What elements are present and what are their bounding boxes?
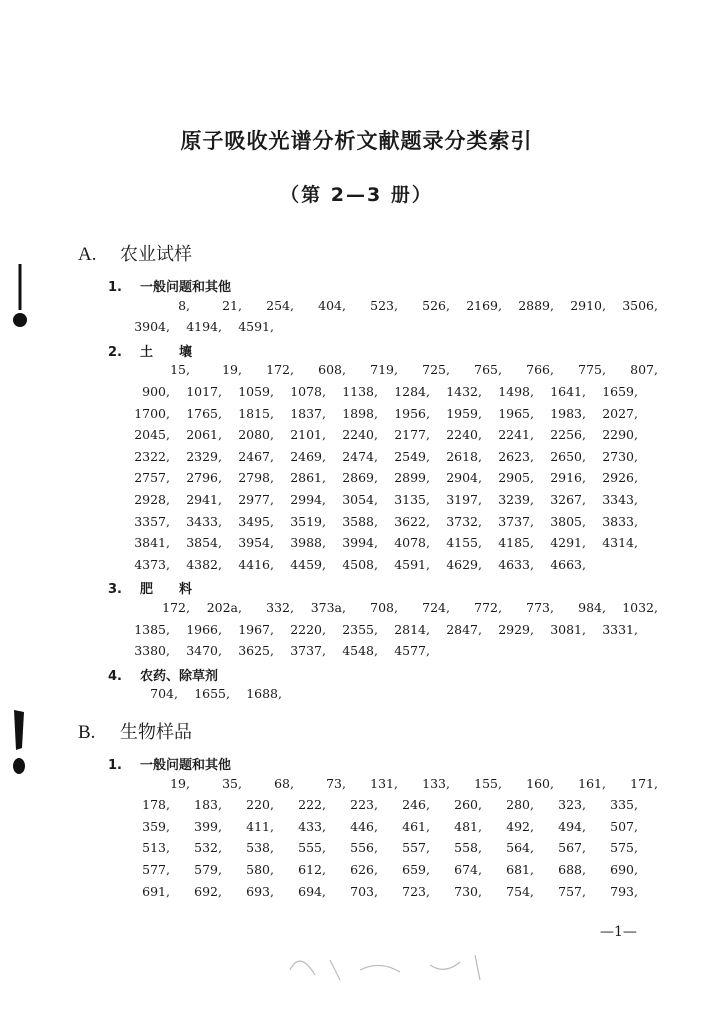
index-entry: 694,: [298, 883, 326, 899]
index-entry: 3433,: [186, 513, 222, 529]
index-entry: 178,: [142, 797, 170, 813]
index-entry: 532,: [194, 840, 222, 856]
index-entry: 1700,: [134, 405, 170, 421]
section-heading: [78, 718, 192, 744]
index-entry: 2941,: [186, 492, 222, 507]
index-entry: 3833,: [602, 513, 638, 529]
index-entry: 4508,: [342, 556, 378, 572]
index-entry: 323,: [558, 797, 586, 813]
index-entry: 2549,: [394, 448, 430, 464]
binding-mark-bottom: [8, 708, 30, 780]
index-entry: 2928,: [134, 492, 170, 507]
index-entry: 807,: [630, 362, 658, 378]
index-entry: 626,: [350, 862, 378, 877]
index-row: [112, 535, 638, 555]
index-entry: 724,: [422, 600, 450, 615]
index-entry: 723,: [402, 883, 430, 899]
index-entry: 19,: [222, 362, 242, 378]
index-row: [112, 621, 638, 642]
index-entry: 3331,: [602, 621, 638, 637]
index-entry: 3841,: [134, 535, 170, 551]
index-entry: 690,: [610, 862, 638, 877]
page-title: 原子吸收光谱分析文献题录分类索引: [180, 129, 533, 153]
section-name: 农业试样: [120, 244, 192, 265]
index-entry: 3343,: [602, 492, 638, 507]
index-entry: 160,: [526, 775, 554, 791]
page-number: —1—: [600, 924, 637, 940]
subsection-heading: [108, 665, 218, 684]
index-entry: 2757,: [134, 470, 170, 486]
index-entry: 4548,: [342, 643, 378, 659]
index-entry: 2905,: [498, 470, 534, 486]
index-entry: 4591,: [238, 319, 274, 335]
index-row: [120, 686, 640, 706]
index-entry: 280,: [506, 797, 534, 813]
index-entry: 703,: [350, 883, 378, 899]
subsection-name: 肥 料: [140, 582, 193, 598]
index-entry: 3737,: [498, 513, 534, 529]
subsection-number: 4.: [108, 668, 122, 684]
index-entry: 693,: [246, 883, 274, 899]
binding-mark-top: [10, 262, 30, 332]
index-entry: 1284,: [394, 384, 430, 399]
index-entry: 2904,: [446, 470, 482, 486]
index-entry: 3854,: [186, 535, 222, 551]
index-entry: 681,: [506, 862, 534, 877]
index-entry: 332,: [266, 600, 294, 615]
index-entry: 2730,: [602, 448, 638, 464]
index-entry: 775,: [578, 362, 606, 378]
index-entry: 494,: [558, 818, 586, 834]
subsection-number: 3.: [108, 582, 122, 598]
index-entry: 481,: [454, 818, 482, 834]
index-row: [112, 427, 638, 447]
index-entry: 68,: [274, 775, 294, 791]
index-entry: 1078,: [290, 384, 326, 399]
index-entry: 3622,: [394, 513, 430, 529]
index-entry: 1956,: [394, 405, 430, 421]
index-entry: 2061,: [186, 427, 222, 443]
index-entry: 223,: [350, 797, 378, 813]
index-entry: 2889,: [518, 297, 554, 313]
subsection-heading: [108, 276, 231, 295]
index-entry: 3506,: [622, 297, 658, 313]
index-entry: 2977,: [238, 492, 274, 507]
index-entry: 538,: [246, 840, 274, 856]
index-entry: 1432,: [446, 384, 482, 399]
index-entry: 3380,: [134, 643, 170, 659]
index-entry: 2929,: [498, 621, 534, 637]
index-row: [112, 448, 638, 469]
page-subtitle: （第 2—3 册）: [280, 184, 433, 206]
index-entry: 556,: [350, 840, 378, 856]
index-entry: 2847,: [446, 621, 482, 637]
index-entry: 2220,: [290, 621, 326, 637]
index-entry: 246,: [402, 797, 430, 813]
index-entry: 3519,: [290, 513, 326, 529]
index-entry: 3239,: [498, 492, 534, 507]
index-entry: 688,: [558, 862, 586, 877]
index-entry: 3954,: [238, 535, 274, 551]
index-entry: 579,: [194, 862, 222, 877]
index-entry: 1898,: [342, 405, 378, 421]
index-entry: 3904,: [134, 319, 170, 335]
index-entry: 765,: [474, 362, 502, 378]
index-entry: 172,: [266, 362, 294, 378]
index-entry: 1498,: [498, 384, 534, 399]
index-entry: 4591,: [394, 556, 430, 572]
index-entry: 757,: [558, 883, 586, 899]
index-entry: 15,: [170, 362, 190, 378]
index-entry: 1641,: [550, 384, 586, 399]
index-entry: 4155,: [446, 535, 482, 551]
index-row: [112, 319, 632, 339]
index-entry: 433,: [298, 818, 326, 834]
index-entry: 2177,: [394, 427, 430, 443]
index-row: [112, 818, 638, 839]
index-entry: 8,: [178, 297, 190, 313]
index-entry: 3054,: [342, 492, 378, 507]
index-entry: 1659,: [602, 384, 638, 399]
index-entry: 446,: [350, 818, 378, 834]
index-entry: 3988,: [290, 535, 326, 551]
index-entry: 4373,: [134, 556, 170, 572]
index-entry: 4459,: [290, 556, 326, 572]
index-entry: 1138,: [342, 384, 378, 399]
index-entry: 2899,: [394, 470, 430, 486]
index-entry: 3588,: [342, 513, 378, 529]
index-entry: 2256,: [550, 427, 586, 443]
index-entry: 1837,: [290, 405, 326, 421]
index-entry: 2240,: [446, 427, 482, 443]
subsection-heading: [108, 754, 231, 773]
index-entry: 513,: [142, 840, 170, 856]
subsection-number: 2.: [108, 344, 122, 360]
index-row: [112, 862, 638, 882]
index-entry: 674,: [454, 862, 482, 877]
index-entry: 523,: [370, 297, 398, 313]
index-entry: 2618,: [446, 448, 482, 464]
index-entry: 4416,: [238, 556, 274, 572]
index-entry: 1017,: [186, 384, 222, 399]
subsection-name: 农药、除草剂: [140, 668, 219, 684]
index-entry: 564,: [506, 840, 534, 856]
index-entry: 567,: [558, 840, 586, 856]
index-entry: 222,: [298, 797, 326, 813]
index-entry: 3357,: [134, 513, 170, 529]
index-entry: 793,: [610, 883, 638, 899]
index-entry: 2169,: [466, 297, 502, 313]
index-row: [112, 470, 638, 490]
index-entry: 161,: [578, 775, 606, 791]
index-entry: 2355,: [342, 621, 378, 637]
index-entry: 2910,: [570, 297, 606, 313]
index-entry: 3267,: [550, 492, 586, 507]
index-entry: 2027,: [602, 405, 638, 421]
index-entry: 411,: [246, 818, 274, 834]
index-entry: 608,: [318, 362, 346, 378]
index-entry: 2241,: [498, 427, 534, 443]
index-entry: 2240,: [342, 427, 378, 443]
index-entry: 659,: [402, 862, 430, 877]
index-entry: 4577,: [394, 643, 430, 659]
index-entry: 754,: [506, 883, 534, 899]
index-entry: 3470,: [186, 643, 222, 659]
index-entry: 730,: [454, 883, 482, 899]
index-entry: 2322,: [134, 448, 170, 464]
index-entry: 708,: [370, 600, 398, 615]
index-entry: 1059,: [238, 384, 274, 399]
index-entry: 725,: [422, 362, 450, 378]
index-entry: 3135,: [394, 492, 430, 507]
index-row: [112, 384, 638, 404]
index-entry: 172,: [162, 600, 190, 615]
index-entry: 1967,: [238, 621, 274, 637]
index-entry: 133,: [422, 775, 450, 791]
index-entry: 183,: [194, 797, 222, 813]
index-entry: 4629,: [446, 556, 482, 572]
index-entry: 692,: [194, 883, 222, 899]
index-entry: 3994,: [342, 535, 378, 551]
index-entry: 2926,: [602, 470, 638, 486]
index-entry: 399,: [194, 818, 222, 834]
index-entry: 719,: [370, 362, 398, 378]
index-entry: 691,: [142, 883, 170, 899]
index-entry: 2101,: [290, 427, 326, 443]
index-entry: 2474,: [342, 448, 378, 464]
index-entry: 2290,: [602, 427, 638, 443]
index-entry: 2080,: [238, 427, 274, 443]
index-entry: 1966,: [186, 621, 222, 637]
index-row: [112, 883, 638, 904]
index-entry: 254,: [266, 297, 294, 313]
index-row: [132, 775, 658, 796]
index-entry: 3625,: [238, 643, 274, 659]
index-entry: 461,: [402, 818, 430, 834]
index-entry: 558,: [454, 840, 482, 856]
index-entry: 580,: [246, 862, 274, 877]
index-entry: 3737,: [290, 643, 326, 659]
index-entry: 260,: [454, 797, 482, 813]
index-row: [112, 513, 638, 534]
subsection-heading: [108, 341, 192, 360]
section-name: 生物样品: [120, 722, 192, 743]
index-entry: 4291,: [550, 535, 586, 551]
index-entry: 555,: [298, 840, 326, 856]
index-entry: 2814,: [394, 621, 430, 637]
index-entry: 4382,: [186, 556, 222, 572]
index-entry: 335,: [610, 797, 638, 813]
section-heading: [78, 240, 192, 266]
index-row: [132, 297, 658, 318]
index-entry: 2798,: [238, 470, 274, 486]
index-entry: 2916,: [550, 470, 586, 486]
index-entry: 577,: [142, 862, 170, 877]
faint-handwriting-mark: [270, 940, 500, 990]
index-entry: 2650,: [550, 448, 586, 464]
index-entry: 2861,: [290, 470, 326, 486]
index-entry: 373a,: [310, 600, 346, 615]
index-entry: 1765,: [186, 405, 222, 421]
index-entry: 2045,: [134, 427, 170, 443]
index-entry: 220,: [246, 797, 274, 813]
index-entry: 704,: [150, 686, 178, 702]
index-entry: 4185,: [498, 535, 534, 551]
index-row: [112, 405, 638, 426]
index-entry: 3805,: [550, 513, 586, 529]
index-entry: 73,: [326, 775, 346, 791]
index-entry: 2796,: [186, 470, 222, 486]
index-entry: 4633,: [498, 556, 534, 572]
index-entry: 4663,: [550, 556, 586, 572]
index-entry: 612,: [298, 862, 326, 877]
index-entry: 507,: [610, 818, 638, 834]
index-entry: 1032,: [622, 600, 658, 615]
subsection-name: 一般问题和其他: [140, 758, 232, 773]
section-letter: B.: [78, 722, 96, 743]
index-entry: 155,: [474, 775, 502, 791]
index-entry: 575,: [610, 840, 638, 856]
index-entry: 202a,: [206, 600, 242, 615]
index-entry: 772,: [474, 600, 502, 615]
index-entry: 3495,: [238, 513, 274, 529]
subsection-heading: [108, 578, 192, 597]
index-entry: 1965,: [498, 405, 534, 421]
index-entry: 2869,: [342, 470, 378, 486]
index-row: [132, 362, 658, 382]
index-entry: 4078,: [394, 535, 430, 551]
index-entry: 3081,: [550, 621, 586, 637]
index-entry: 131,: [370, 775, 398, 791]
index-entry: 1655,: [194, 686, 230, 702]
index-entry: 1983,: [550, 405, 586, 421]
index-entry: 2329,: [186, 448, 222, 464]
index-entry: 1688,: [246, 686, 282, 702]
index-entry: 3732,: [446, 513, 482, 529]
index-entry: 766,: [526, 362, 554, 378]
index-entry: 526,: [422, 297, 450, 313]
index-entry: 1959,: [446, 405, 482, 421]
section-letter: A.: [78, 244, 97, 265]
index-row: [112, 557, 632, 577]
index-entry: 492,: [506, 818, 534, 834]
index-row: [112, 492, 638, 512]
index-row: [112, 840, 638, 860]
index-entry: 2994,: [290, 492, 326, 507]
index-entry: 984,: [578, 600, 606, 615]
index-entry: 404,: [318, 297, 346, 313]
subsection-name: 土 壤: [140, 344, 193, 360]
index-entry: 2623,: [498, 448, 534, 464]
index-entry: 171,: [630, 775, 658, 791]
index-entry: 773,: [526, 600, 554, 615]
index-row: [112, 797, 638, 817]
index-entry: 1385,: [134, 621, 170, 637]
index-entry: 359,: [142, 818, 170, 834]
index-entry: 4194,: [186, 319, 222, 335]
index-entry: 557,: [402, 840, 430, 856]
index-row: [132, 600, 658, 620]
index-entry: 900,: [142, 384, 170, 399]
index-entry: 2469,: [290, 448, 326, 464]
index-entry: 35,: [222, 775, 242, 791]
index-entry: 1815,: [238, 405, 274, 421]
subsection-number: 1.: [108, 280, 122, 295]
subsection-name: 一般问题和其他: [140, 280, 232, 295]
index-entry: 21,: [222, 297, 242, 313]
index-entry: 19,: [170, 775, 190, 791]
index-entry: 3197,: [446, 492, 482, 507]
index-entry: 4314,: [602, 535, 638, 551]
index-row: [112, 643, 632, 663]
subsection-number: 1.: [108, 758, 122, 773]
index-entry: 2467,: [238, 448, 274, 464]
